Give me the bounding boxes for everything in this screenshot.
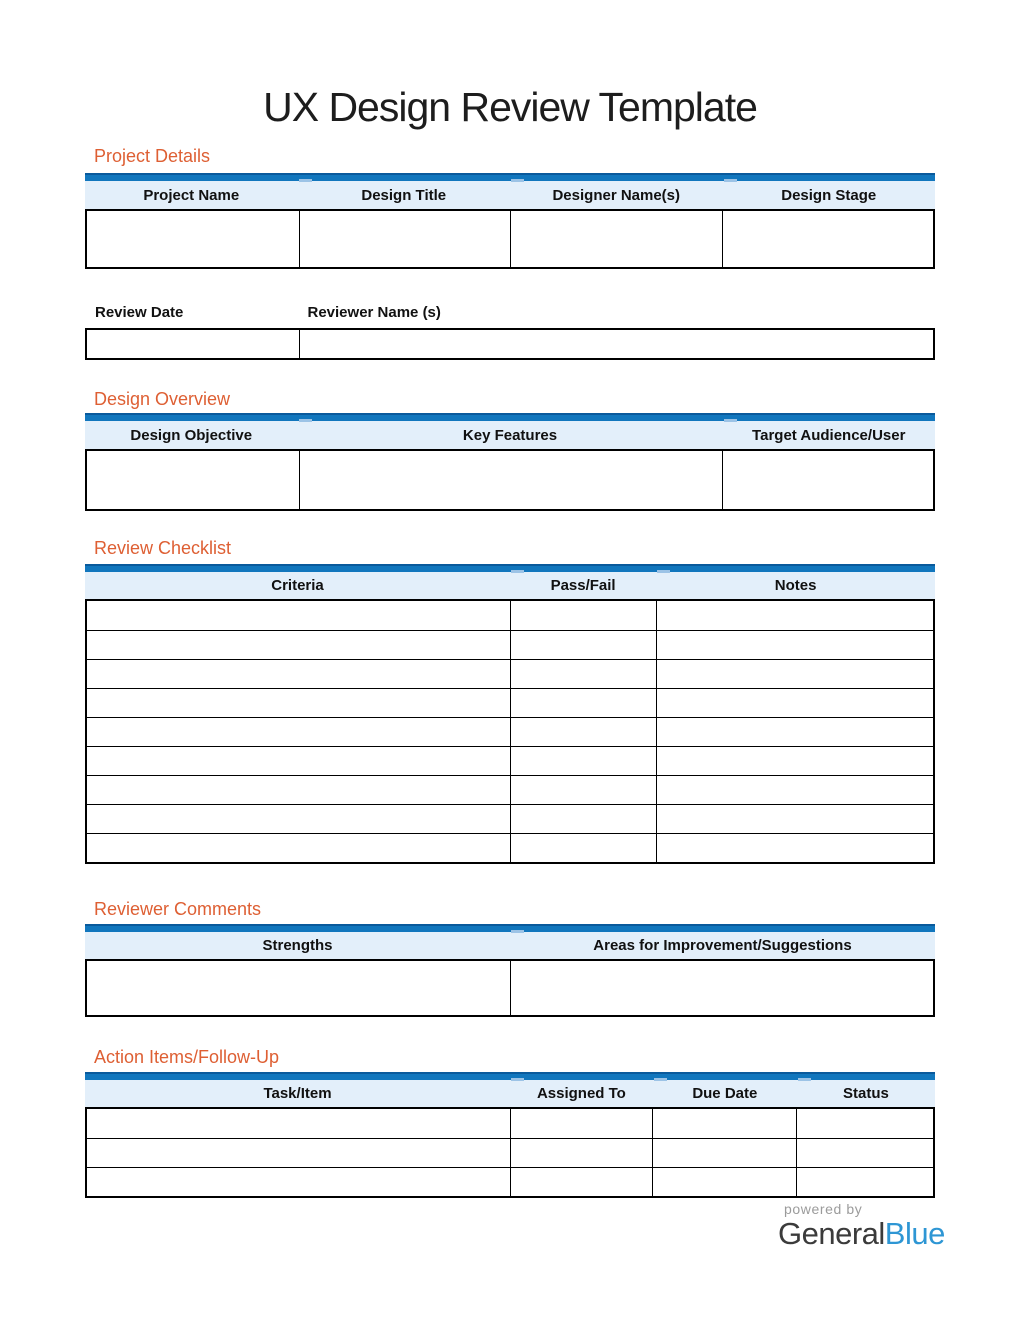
column-notch <box>511 570 524 573</box>
column-notch <box>299 419 312 422</box>
action-items-table <box>85 1072 935 1198</box>
table-cell <box>656 834 933 862</box>
table-row <box>87 833 933 862</box>
section-heading-review-checklist: Review Checklist <box>94 538 232 558</box>
column-header-due-date: Due Date <box>692 1085 758 1102</box>
table-body <box>85 959 935 1017</box>
table-header-row <box>85 421 935 449</box>
column-notch <box>299 179 312 182</box>
table-cell <box>510 961 933 1015</box>
table-cell <box>87 834 510 862</box>
table-cell <box>87 1109 510 1138</box>
page-title: UX Design Review Template <box>263 84 757 130</box>
table-body <box>85 599 935 864</box>
table-cell <box>656 631 933 659</box>
table-cell <box>87 451 299 509</box>
table-cell <box>87 631 510 659</box>
table-cell <box>656 747 933 775</box>
column-header-notes: Notes <box>774 577 817 594</box>
column-header-criteria: Criteria <box>271 577 324 594</box>
table-accent-bar <box>85 924 935 932</box>
table-cell <box>510 601 656 630</box>
table-row <box>87 1109 933 1138</box>
powered-by-text: powered by <box>784 1201 863 1217</box>
column-header-design-objective: Design Objective <box>130 426 253 444</box>
table-header-row <box>85 572 935 599</box>
section-heading-action-items: Action Items/Follow-Up <box>94 1047 280 1067</box>
column-header-key-features: Key Features <box>462 426 558 444</box>
column-notch <box>798 1078 811 1081</box>
logo-text-blue: Blue <box>884 1216 945 1251</box>
table-row <box>87 746 933 775</box>
review-date-cell <box>87 330 299 358</box>
review-info-table <box>85 328 935 360</box>
table-accent-bar <box>85 564 935 572</box>
table-accent-bar <box>85 1072 935 1080</box>
table-cell <box>87 776 510 804</box>
column-notch <box>654 1078 667 1081</box>
table-cell <box>652 1139 795 1167</box>
table-row <box>87 659 933 688</box>
table-body <box>85 328 935 360</box>
table-body <box>85 209 935 269</box>
table-cell <box>652 1109 795 1138</box>
table-cell <box>722 451 934 509</box>
table-body <box>85 1107 935 1198</box>
table-cell <box>87 1168 510 1196</box>
table-cell <box>510 211 722 267</box>
column-notch <box>657 570 670 573</box>
section-heading-design-overview: Design Overview <box>94 389 231 409</box>
table-cell <box>510 834 656 862</box>
table-cell <box>299 211 511 267</box>
table-cell <box>87 805 510 833</box>
table-cell <box>722 211 934 267</box>
table-cell <box>796 1109 933 1138</box>
brand-footer <box>778 1201 945 1251</box>
reviewer-comments-table <box>85 924 935 1017</box>
table-row <box>87 601 933 630</box>
table-cell <box>656 660 933 688</box>
logo-text-general: General <box>778 1216 885 1251</box>
column-notch <box>511 1078 524 1081</box>
table-body <box>85 449 935 511</box>
design-overview-table <box>85 413 935 511</box>
table-accent-bar <box>85 413 935 421</box>
table-cell <box>510 1168 652 1196</box>
table-cell <box>656 776 933 804</box>
review-checklist-table <box>85 564 935 864</box>
review-info-labels <box>85 304 935 321</box>
column-header-status: Status <box>843 1085 889 1102</box>
table-cell <box>510 1139 652 1167</box>
table-cell <box>656 601 933 630</box>
column-header-design-title: Design Title <box>361 186 447 204</box>
table-cell <box>87 601 510 630</box>
table-row <box>87 1167 933 1196</box>
table-row <box>87 1138 933 1167</box>
table-cell <box>652 1168 795 1196</box>
table-header-row <box>85 1080 935 1107</box>
table-cell <box>87 747 510 775</box>
table-cell <box>796 1139 933 1167</box>
table-cell <box>510 689 656 717</box>
table-cell <box>87 660 510 688</box>
column-header-project-name: Project Name <box>143 186 240 204</box>
column-header-target-audience: Target Audience/User <box>752 426 906 444</box>
reviewer-name-label: Reviewer Name (s) <box>307 304 441 321</box>
column-header-strengths: Strengths <box>262 937 333 954</box>
table-cell <box>510 660 656 688</box>
table-cell <box>87 689 510 717</box>
table-header-row <box>85 932 935 959</box>
section-heading-reviewer-comments: Reviewer Comments <box>94 899 262 919</box>
column-header-pass-fail: Pass/Fail <box>550 577 616 594</box>
table-cell <box>87 718 510 746</box>
table-cell <box>87 1139 510 1167</box>
column-notch <box>724 179 737 182</box>
table-accent-bar <box>85 173 935 181</box>
table-cell <box>510 747 656 775</box>
column-header-assigned-to: Assigned To <box>536 1085 626 1102</box>
table-cell <box>656 805 933 833</box>
table-cell <box>510 776 656 804</box>
column-header-design-stage: Design Stage <box>781 186 877 204</box>
table-header-row <box>85 181 935 209</box>
table-row <box>87 630 933 659</box>
table-cell <box>796 1168 933 1196</box>
column-header-designer-names: Designer Name(s) <box>552 186 681 204</box>
column-notch <box>511 930 524 933</box>
table-cell <box>299 451 722 509</box>
reviewer-name-cell <box>299 330 934 358</box>
column-notch <box>724 419 737 422</box>
table-row <box>87 717 933 746</box>
project-details-table <box>85 173 935 269</box>
table-cell <box>656 689 933 717</box>
table-cell <box>87 211 299 267</box>
table-cell <box>510 1109 652 1138</box>
review-date-label: Review Date <box>95 304 184 321</box>
table-row <box>87 804 933 833</box>
column-notch <box>511 179 524 182</box>
table-row <box>87 775 933 804</box>
table-cell <box>656 718 933 746</box>
general-blue-logo <box>778 1216 945 1251</box>
column-header-improvements: Areas for Improvement/Suggestions <box>593 937 852 954</box>
column-header-task-item: Task/Item <box>263 1085 332 1102</box>
table-row <box>87 688 933 717</box>
table-cell <box>87 961 510 1015</box>
table-cell <box>510 805 656 833</box>
table-cell <box>510 631 656 659</box>
table-cell <box>510 718 656 746</box>
section-heading-project-details: Project Details <box>94 146 211 166</box>
